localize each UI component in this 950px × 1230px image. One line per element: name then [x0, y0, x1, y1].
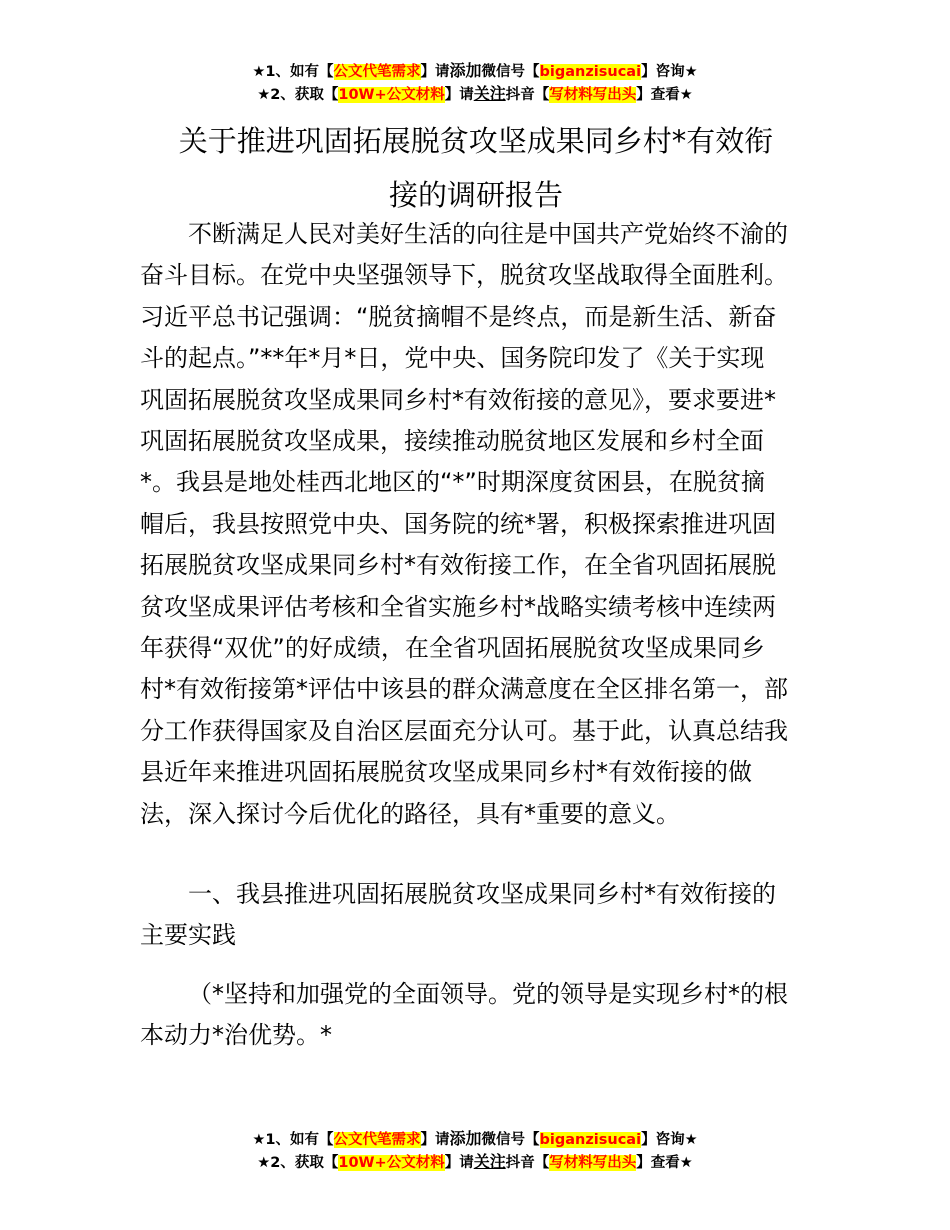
banner-highlight: 写材料写出头	[549, 1155, 637, 1171]
paragraph-leadership	[140, 974, 812, 1057]
banner-text: ★2、获取【	[257, 87, 339, 103]
text-line: 斗的起点。”**年*月*日，党中央、国务院印发了《关于实现	[140, 344, 765, 373]
text-line: （*坚持和加强党的全面领导。党的领导是实现乡村*的根	[188, 980, 788, 1008]
banner-text: 抖音【	[505, 87, 550, 103]
text-line: 村*有效衔接第*评估中该县的群众满意度在全区排名第一，部	[140, 675, 788, 704]
banner-text: 】请	[444, 87, 474, 103]
banner-line-2	[0, 1151, 950, 1174]
text-line: 县近年来推进巩固拓展脱贫攻坚成果同乡村*有效衔接的做	[140, 758, 752, 787]
text-line: 一、我县推进巩固拓展脱贫攻坚成果同乡村*有效衔接的	[188, 880, 776, 908]
text-line: 拓展脱贫攻坚成果同乡村*有效衔接工作，在全省巩固拓展脱	[140, 551, 776, 580]
banner-text: ★1、如有【	[252, 1132, 334, 1148]
banner-line-1	[0, 1128, 950, 1151]
banner-highlight: biganzisucai	[539, 1132, 642, 1148]
document-title	[140, 114, 812, 222]
text-line: 本动力*治优势。*	[140, 1021, 332, 1050]
banner-emphasis: 关注	[473, 84, 506, 103]
banner-emphasis: 添加	[449, 61, 482, 80]
text-line: 法，深入探讨今后优化的路径，具有*重要的意义。	[140, 799, 680, 828]
banner-text: 抖音【	[505, 1155, 550, 1171]
banner-text: 微信号【	[481, 64, 540, 80]
banner-highlight: 公文代笔需求	[333, 1132, 421, 1148]
banner-text: 】请	[420, 64, 450, 80]
banner-highlight: biganzisucai	[539, 64, 642, 80]
banner-text: ★1、如有【	[252, 64, 334, 80]
text-line: *。我县是地处桂西北地区的“*”时期深度贫困县，在脱贫摘	[140, 468, 765, 497]
text-line: 年获得“双优”的好成绩，在全省巩固拓展脱贫攻坚成果同乡	[140, 634, 765, 663]
title-line: 关于推进巩固拓展脱贫攻坚成果同乡村*有效衔	[178, 124, 774, 158]
banner-text: 】咨询★	[641, 1132, 698, 1148]
banner-text: 】请	[444, 1155, 474, 1171]
banner-text: 】查看★	[636, 87, 693, 103]
banner-line-1	[0, 60, 950, 83]
top-banner	[0, 60, 950, 106]
text-line: 奋斗目标。在党中央坚强领导下，脱贫攻坚战取得全面胜利。	[140, 261, 788, 290]
banner-emphasis: 添加	[449, 1129, 482, 1148]
banner-line-2	[0, 83, 950, 106]
banner-highlight: 10W+公文材料	[338, 1155, 445, 1171]
text-line: 贫攻坚成果评估考核和全省实施乡村*战略实绩考核中连续两	[140, 592, 776, 621]
section-heading-1	[140, 874, 812, 957]
title-line: 接的调研报告	[388, 178, 563, 212]
banner-text: 】咨询★	[641, 64, 698, 80]
banner-highlight: 公文代笔需求	[333, 64, 421, 80]
banner-highlight: 10W+公文材料	[338, 87, 445, 103]
text-line: 主要实践	[140, 921, 236, 950]
banner-text: 】请	[420, 1132, 450, 1148]
banner-text: ★2、获取【	[257, 1155, 339, 1171]
bottom-banner	[0, 1128, 950, 1174]
paragraph-intro	[140, 214, 812, 835]
banner-emphasis: 关注	[473, 1152, 506, 1171]
text-line: 习近平总书记强调：“脱贫摘帽不是终点，而是新生活、新奋	[140, 302, 777, 331]
text-line: 分工作获得国家及自治区层面充分认可。基于此，认真总结我	[140, 716, 788, 745]
text-line: 巩固拓展脱贫攻坚成果，接续推动脱贫地区发展和乡村全面	[140, 427, 764, 456]
text-line: 帽后，我县按照党中央、国务院的统*署，积极探索推进巩固	[140, 509, 776, 538]
text-line: 不断满足人民对美好生活的向往是中国共产党始终不渝的	[188, 220, 788, 248]
banner-highlight: 写材料写出头	[549, 87, 637, 103]
banner-text: 】查看★	[636, 1155, 693, 1171]
banner-text: 微信号【	[481, 1132, 540, 1148]
text-line: 巩固拓展脱贫攻坚成果同乡村*有效衔接的意见》，要求要进*	[140, 385, 776, 414]
